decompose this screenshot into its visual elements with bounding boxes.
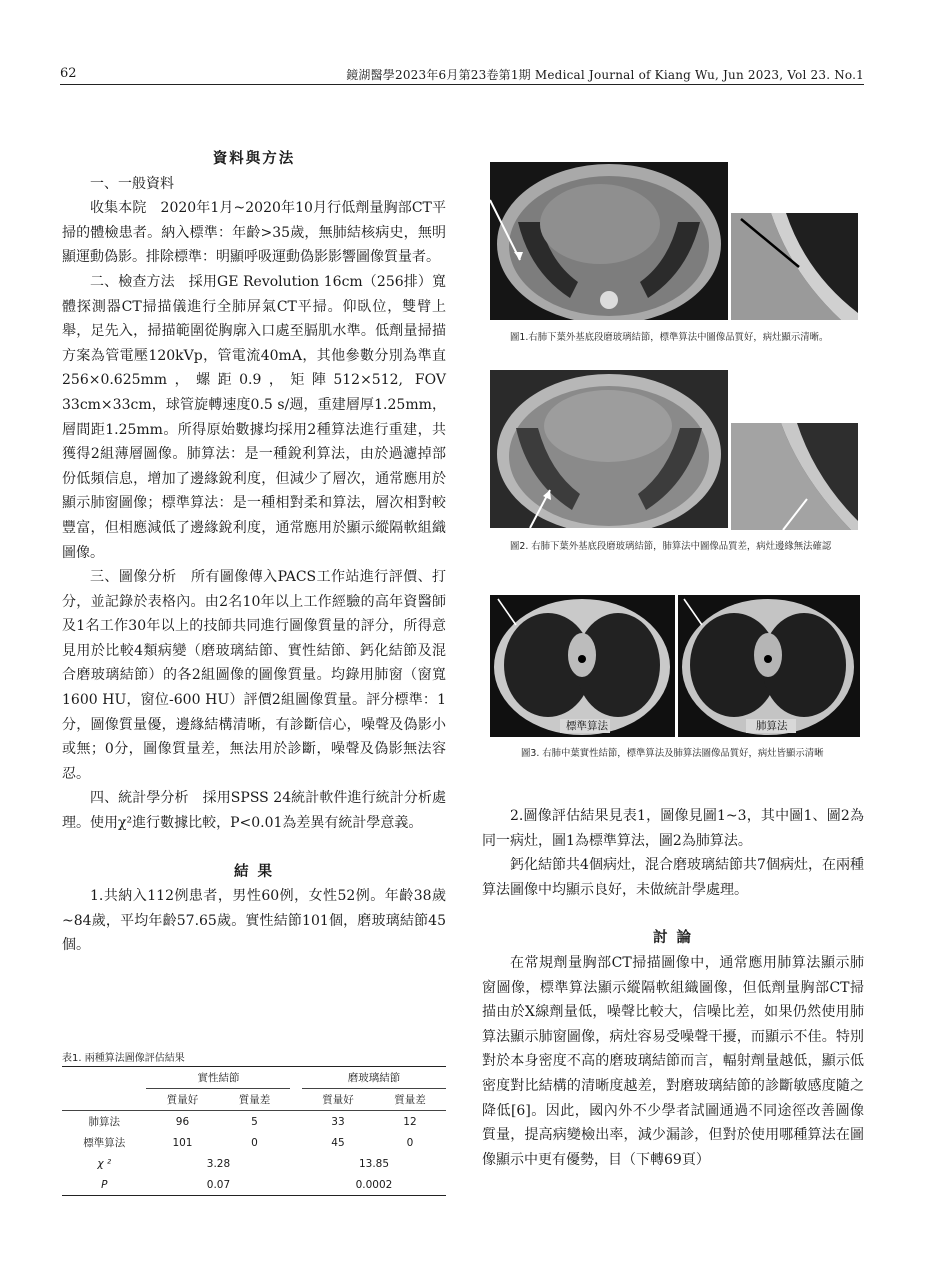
figure-1-zoom bbox=[731, 213, 858, 320]
table-cell: 33 bbox=[331, 1115, 345, 1128]
table-cell: 0 bbox=[251, 1136, 258, 1149]
table-cell: 標準算法 bbox=[83, 1137, 126, 1149]
figure-3-standard-ct bbox=[490, 595, 675, 737]
table-cell: 3.28 bbox=[206, 1157, 231, 1170]
table-row bbox=[62, 1153, 446, 1174]
discussion-title: 討 論 bbox=[652, 929, 694, 947]
table-row bbox=[62, 1132, 446, 1153]
paragraph-general: 收集本院 2020年1月~2020年10月行低劑量胸部CT平掃的體檢患者。納入標準：年齡>35歲，無肺結核病史，無明顯運動偽影。排除標準：明顯呼吸運動偽影影響圖像質量者。 bbox=[62, 200, 446, 266]
figure-3-label-standard: 標準算法 bbox=[566, 720, 608, 732]
table-cell: 101 bbox=[172, 1136, 193, 1149]
figure-1-main-ct bbox=[490, 162, 728, 320]
section-general-heading: 一、一般資料 bbox=[90, 175, 174, 192]
paragraph-statistics: 四、統計學分析 採用SPSS 24統計軟件進行統計分析處理。使用χ²進行數據比較，P<0.01為差異有統計學意義。 bbox=[62, 790, 446, 832]
paragraph-calcified: 鈣化結節共4個病灶，混合磨玻璃結節共7個病灶，在兩種算法圖像中均顯示良好，未做統計學處理。 bbox=[482, 857, 864, 898]
paragraph-results-1: 1.共納入112例患者，男性60例，女性52例。年齡38歲~84歲，平均年齡57.65歲。實性結節101個，磨玻璃結節45個。 bbox=[62, 888, 446, 954]
table-row bbox=[62, 1174, 446, 1196]
header-rule bbox=[60, 84, 864, 85]
figure-3-lung-ct bbox=[678, 595, 860, 737]
table-cell: 5 bbox=[251, 1115, 258, 1128]
figure-2-caption: 圖2. 右肺下葉外基底段磨玻璃結節，肺算法中圖像品質差，病灶邊緣無法確認 bbox=[510, 541, 832, 552]
right-column bbox=[482, 804, 864, 1172]
figure-3-label-lung: 肺算法 bbox=[756, 720, 788, 732]
table-cell: P bbox=[62, 1174, 146, 1196]
left-column bbox=[62, 147, 446, 958]
paragraph-image-analysis: 三、圖像分析 所有圖像傳入PACS工作站進行評價、打分，並記錄於表格內。由2名10年以上工作經驗的高年資醫師及1名工作30年以上的技師共同進行圖像質量的評分，所得意見用於比較4類病變（磨玻璃結節、實性結節、鈣化結節及混合磨玻璃結節）的各2組圖像的圖像質量。均錄用肺窗（窗寬1600 HU，窗位-600 HU）評價2組圖像質量。評分標準：1分，圖像質量優，邊緣結構清晰，有診斷信心，噪聲及偽影小或無；0分，圖像質量差，無法用於診斷，噪聲及偽影無法容忍。 bbox=[62, 569, 446, 782]
table-row bbox=[62, 1111, 446, 1133]
figure-3-caption: 圖3. 右肺中葉實性結節，標準算法及肺算法圖像品質好，病灶皆顯示清晰 bbox=[521, 748, 824, 759]
table-cell: 肺算法 bbox=[88, 1116, 120, 1128]
table-cell: 12 bbox=[403, 1115, 417, 1128]
table-subheader: 質量好 bbox=[146, 1089, 218, 1111]
table-cell: 13.85 bbox=[358, 1157, 390, 1170]
table-cell: 45 bbox=[331, 1136, 345, 1149]
results-title: 結 果 bbox=[233, 862, 275, 880]
table-group-solid: 實性結節 bbox=[146, 1067, 290, 1089]
table-cell: 96 bbox=[175, 1115, 190, 1128]
methods-title: 資料與方法 bbox=[212, 150, 296, 167]
table-group-ggn: 磨玻璃結節 bbox=[302, 1067, 446, 1089]
figure-2-zoom bbox=[731, 423, 858, 530]
table-subheader: 質量好 bbox=[302, 1089, 374, 1111]
table-cell: 0.07 bbox=[146, 1174, 290, 1196]
paragraph-discussion: 在常規劑量胸部CT掃描圖像中，通常應用肺算法顯示肺窗圖像，標準算法顯示縱隔軟組織圖像，但低劑量胸部CT掃描由於X線劑量低，噪聲比較大，信噪比差，如果仍然使用肺算法顯示肺窗圖像，病灶容易受噪聲干擾，而顯示不佳。特別對於本身密度不高的磨玻璃結節而言，輻射劑量越低，顯示低密度對比結構的清晰度越差，對磨玻璃結節的診斷敏感度隨之降低[6]。因此，國內外不少學者試圖通過不同途徑改善圖像質量，提高病變檢出率，減少漏診，但對於使用哪種算法在圖像顯示中更有優勢，目（下轉69頁） bbox=[482, 954, 864, 1168]
table-subheader: 質量差 bbox=[374, 1089, 446, 1111]
table-caption: 表1. 兩種算法圖像評估結果 bbox=[62, 1053, 185, 1064]
journal-header: 鏡湖醫學2023年6月第23卷第1期 Medical Journal of Kiang Wu, Jun 2023, Vol 23. No.1 bbox=[346, 68, 864, 82]
figure-1-caption: 圖1.右肺下葉外基底段磨玻璃結節，標準算法中圖像品質好，病灶顯示清晰。 bbox=[510, 332, 829, 343]
figure-2-main-ct bbox=[490, 370, 728, 528]
page-number: 62 bbox=[60, 66, 77, 81]
paragraph-results-2: 2.圖像評估結果見表1，圖像見圖1~3，其中圖1、圖2為同一病灶，圖1為標準算法，圖2為肺算法。 bbox=[482, 808, 864, 849]
table-cell: χ ² bbox=[97, 1157, 112, 1170]
table-cell: 0 bbox=[406, 1136, 414, 1149]
table-subheader: 質量差 bbox=[218, 1089, 290, 1111]
results-table bbox=[62, 1066, 446, 1196]
table-cell: 0.0002 bbox=[302, 1174, 446, 1196]
paragraph-exam-method: 二、檢查方法 採用GE Revolution 16cm（256排）寬體探測器CT掃描儀進行全肺屏氣CT平掃。仰臥位，雙臂上舉，足先入，掃描範圍從胸廓入口處至膈肌水準。低劑量掃描方案為管電壓120kVp，管電流40mA，其他參數分別為準直256×0.625mm，螺距0.9，矩陣512×512, FOV 33cm×33cm，球管旋轉速度0.5 s/週，重建層厚1.25mm，層間距1.25mm。所得原始數據均採用2種算法進行重建，共獲得2組薄層圖像。肺算法：是一種銳利算法，由於過濾掉部份低頻信息，增加了邊緣銳利度，但減少了層次，通常應用於顯示肺窗圖像；標準算法：是一種相對柔和算法，層次相對較豐富，但相應減低了邊緣銳利度，通常應用於顯示縱隔軟組織圖像。 bbox=[62, 273, 446, 561]
